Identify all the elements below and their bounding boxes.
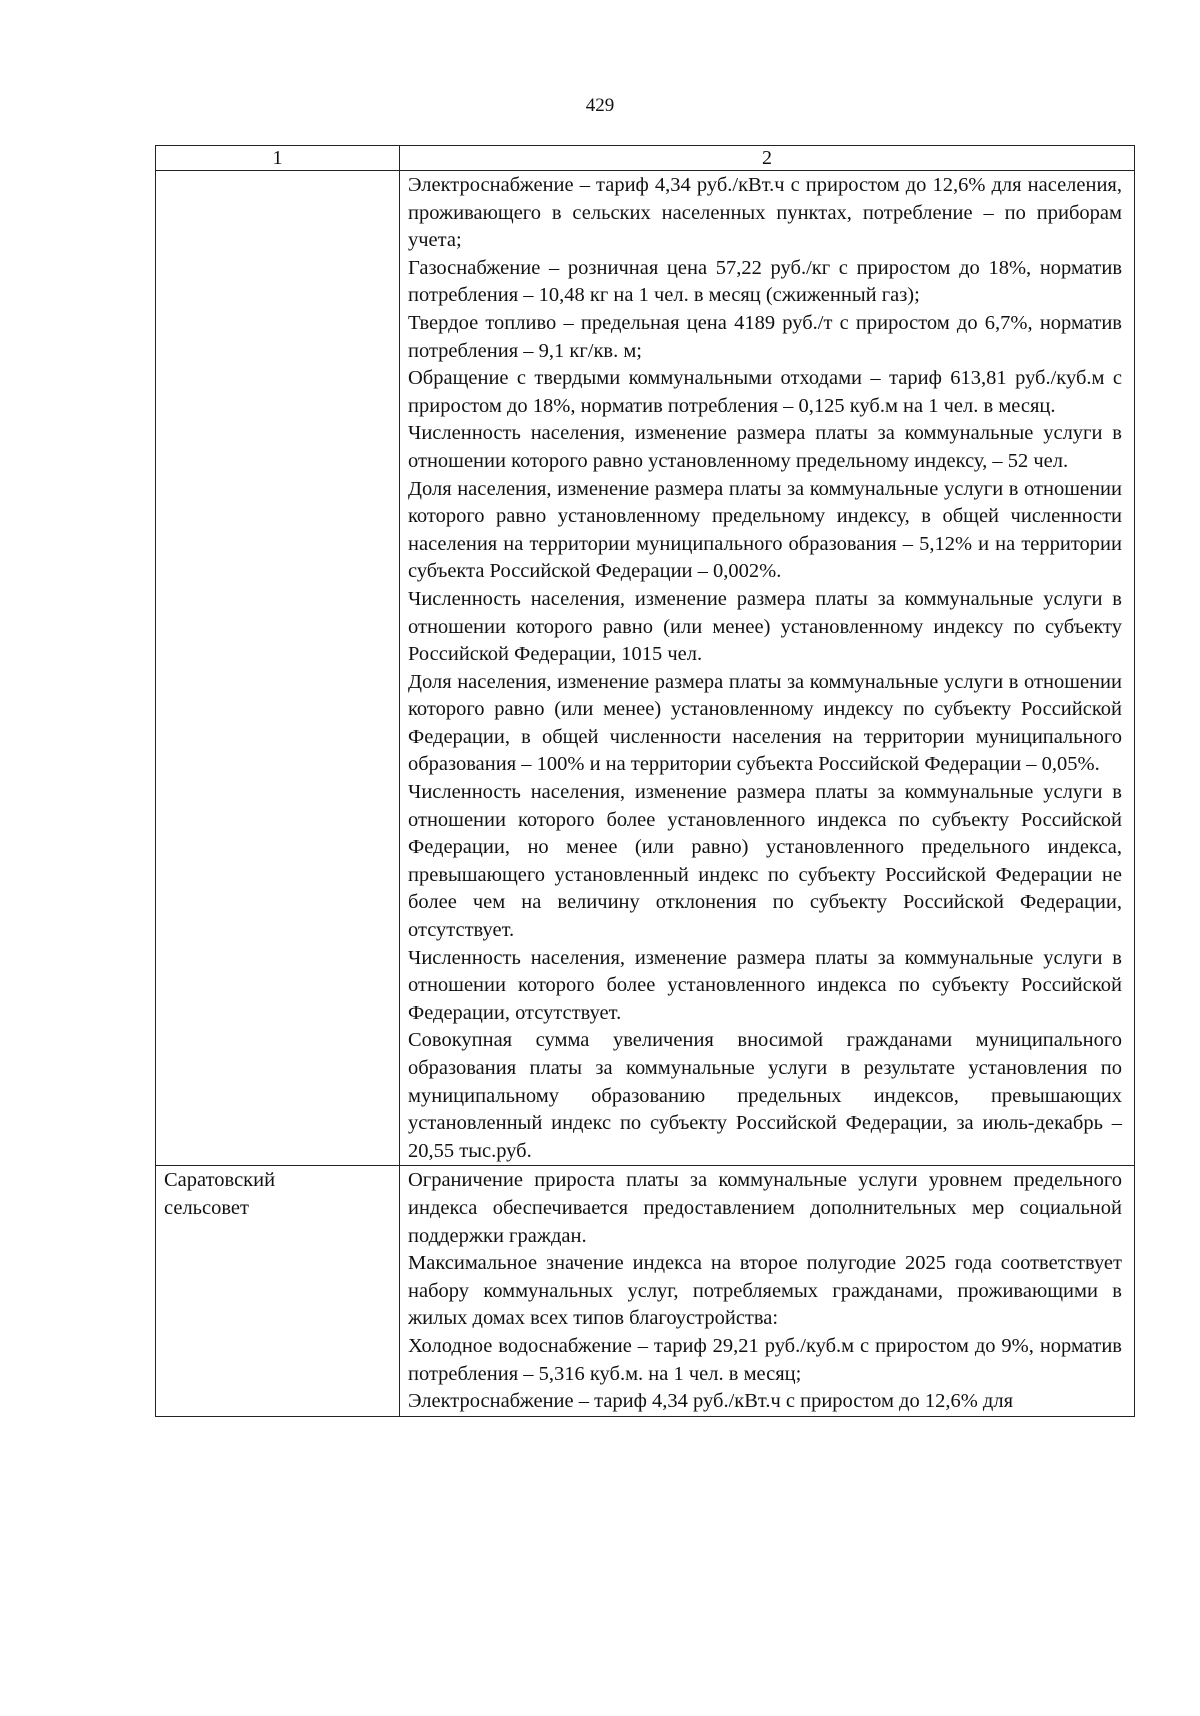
table-row bbox=[156, 171, 1135, 1166]
description-cell bbox=[400, 1166, 1135, 1416]
description-cell bbox=[400, 171, 1135, 1166]
tariff-table bbox=[155, 145, 1135, 1417]
region-name-line: сельсовет bbox=[164, 1196, 249, 1219]
column-header-1: 1 bbox=[156, 146, 400, 171]
region-cell bbox=[156, 171, 400, 1166]
table-row bbox=[156, 1166, 1135, 1416]
paragraph: Численность населения, изменение размера платы за коммунальные услуги в отношении которого равно установленному предельному индексу, – 52 чел. bbox=[408, 422, 1122, 472]
paragraph: Численность населения, изменение размера платы за коммунальные услуги в отношении которого более установленного индекса по субъекту Российской Федерации, отсутствует. bbox=[408, 946, 1122, 1024]
page-number: 429 bbox=[585, 95, 615, 116]
paragraph: Совокупная сумма увеличения вносимой гражданами муниципального образования платы за коммунальные услуги в результате установления по муниципальному образованию предельных индексов, превышающих установленный индекс по субъекту Российской Федерации, за июль-декабрь – 20,55 тыс.руб. bbox=[408, 1029, 1122, 1162]
paragraph: Электроснабжение – тариф 4,34 руб./кВт.ч с приростом до 12,6% для населения, проживающего в сельских населенных пунктах, потребление – по приборам учета; bbox=[408, 174, 1122, 252]
paragraph: Холодное водоснабжение – тариф 29,21 руб./куб.м с приростом до 9%, норматив потребления – 5,316 куб.м. на 1 чел. в месяц; bbox=[408, 1334, 1122, 1385]
paragraph: Доля населения, изменение размера платы за коммунальные услуги в отношении которого равно (или менее) установленному индексу по субъекту Российской Федерации, в общей численности населения на территории муниципального образования – 100% и на территории субъекта Российской Федерации – 0,05%. bbox=[408, 670, 1122, 776]
paragraph: Доля населения, изменение размера платы за коммунальные услуги в отношении которого равно установленному предельному индексу, в общей численности населения на территории муниципального образования – 5,12% и на территории субъекта Российской Федерации – 0,002%. bbox=[408, 477, 1122, 583]
region-name-line: Саратовский bbox=[164, 1169, 276, 1192]
paragraph: Электроснабжение – тариф 4,34 руб./кВт.ч с приростом до 12,6% для bbox=[408, 1390, 1014, 1413]
region-cell bbox=[156, 1166, 400, 1416]
paragraph: Твердое топливо – предельная цена 4189 руб./т с приростом до 6,7%, норматив потребления – 9,1 кг/кв. м; bbox=[408, 311, 1122, 362]
paragraph: Максимальное значение индекса на второе полугодие 2025 года соответствует набору коммунальных услуг, потребляемых гражданами, проживающими в жилых домах всех типов благоустройства: bbox=[408, 1252, 1122, 1330]
table-header-row bbox=[156, 146, 1135, 171]
paragraph: Численность населения, изменение размера платы за коммунальные услуги в отношении которого более установленного индекса по субъекту Российской Федерации, но менее (или равно) установленного предельного индекса, превышающего установленный индекс по субъекту Российской Федерации не более чем на величину отклонения по субъекту Российской Федерации, отсутствует. bbox=[408, 781, 1122, 942]
column-header-2: 2 bbox=[400, 146, 1135, 171]
paragraph: Обращение с твердыми коммунальными отходами – тариф 613,81 руб./куб.м с приростом до 18%, норматив потребления – 0,125 куб.м на 1 чел. в месяц. bbox=[408, 367, 1122, 417]
paragraph: Газоснабжение – розничная цена 57,22 руб./кг с приростом до 18%, норматив потребления – 10,48 кг на 1 чел. в месяц (сжиженный газ); bbox=[408, 256, 1122, 307]
paragraph: Численность населения, изменение размера платы за коммунальные услуги в отношении которого равно (или менее) установленному индексу по субъекту Российской Федерации, 1015 чел. bbox=[408, 587, 1122, 666]
paragraph: Ограничение прироста платы за коммунальные услуги уровнем предельного индекса обеспечивается предоставлением дополнительных мер социальной поддержки граждан. bbox=[408, 1169, 1122, 1247]
